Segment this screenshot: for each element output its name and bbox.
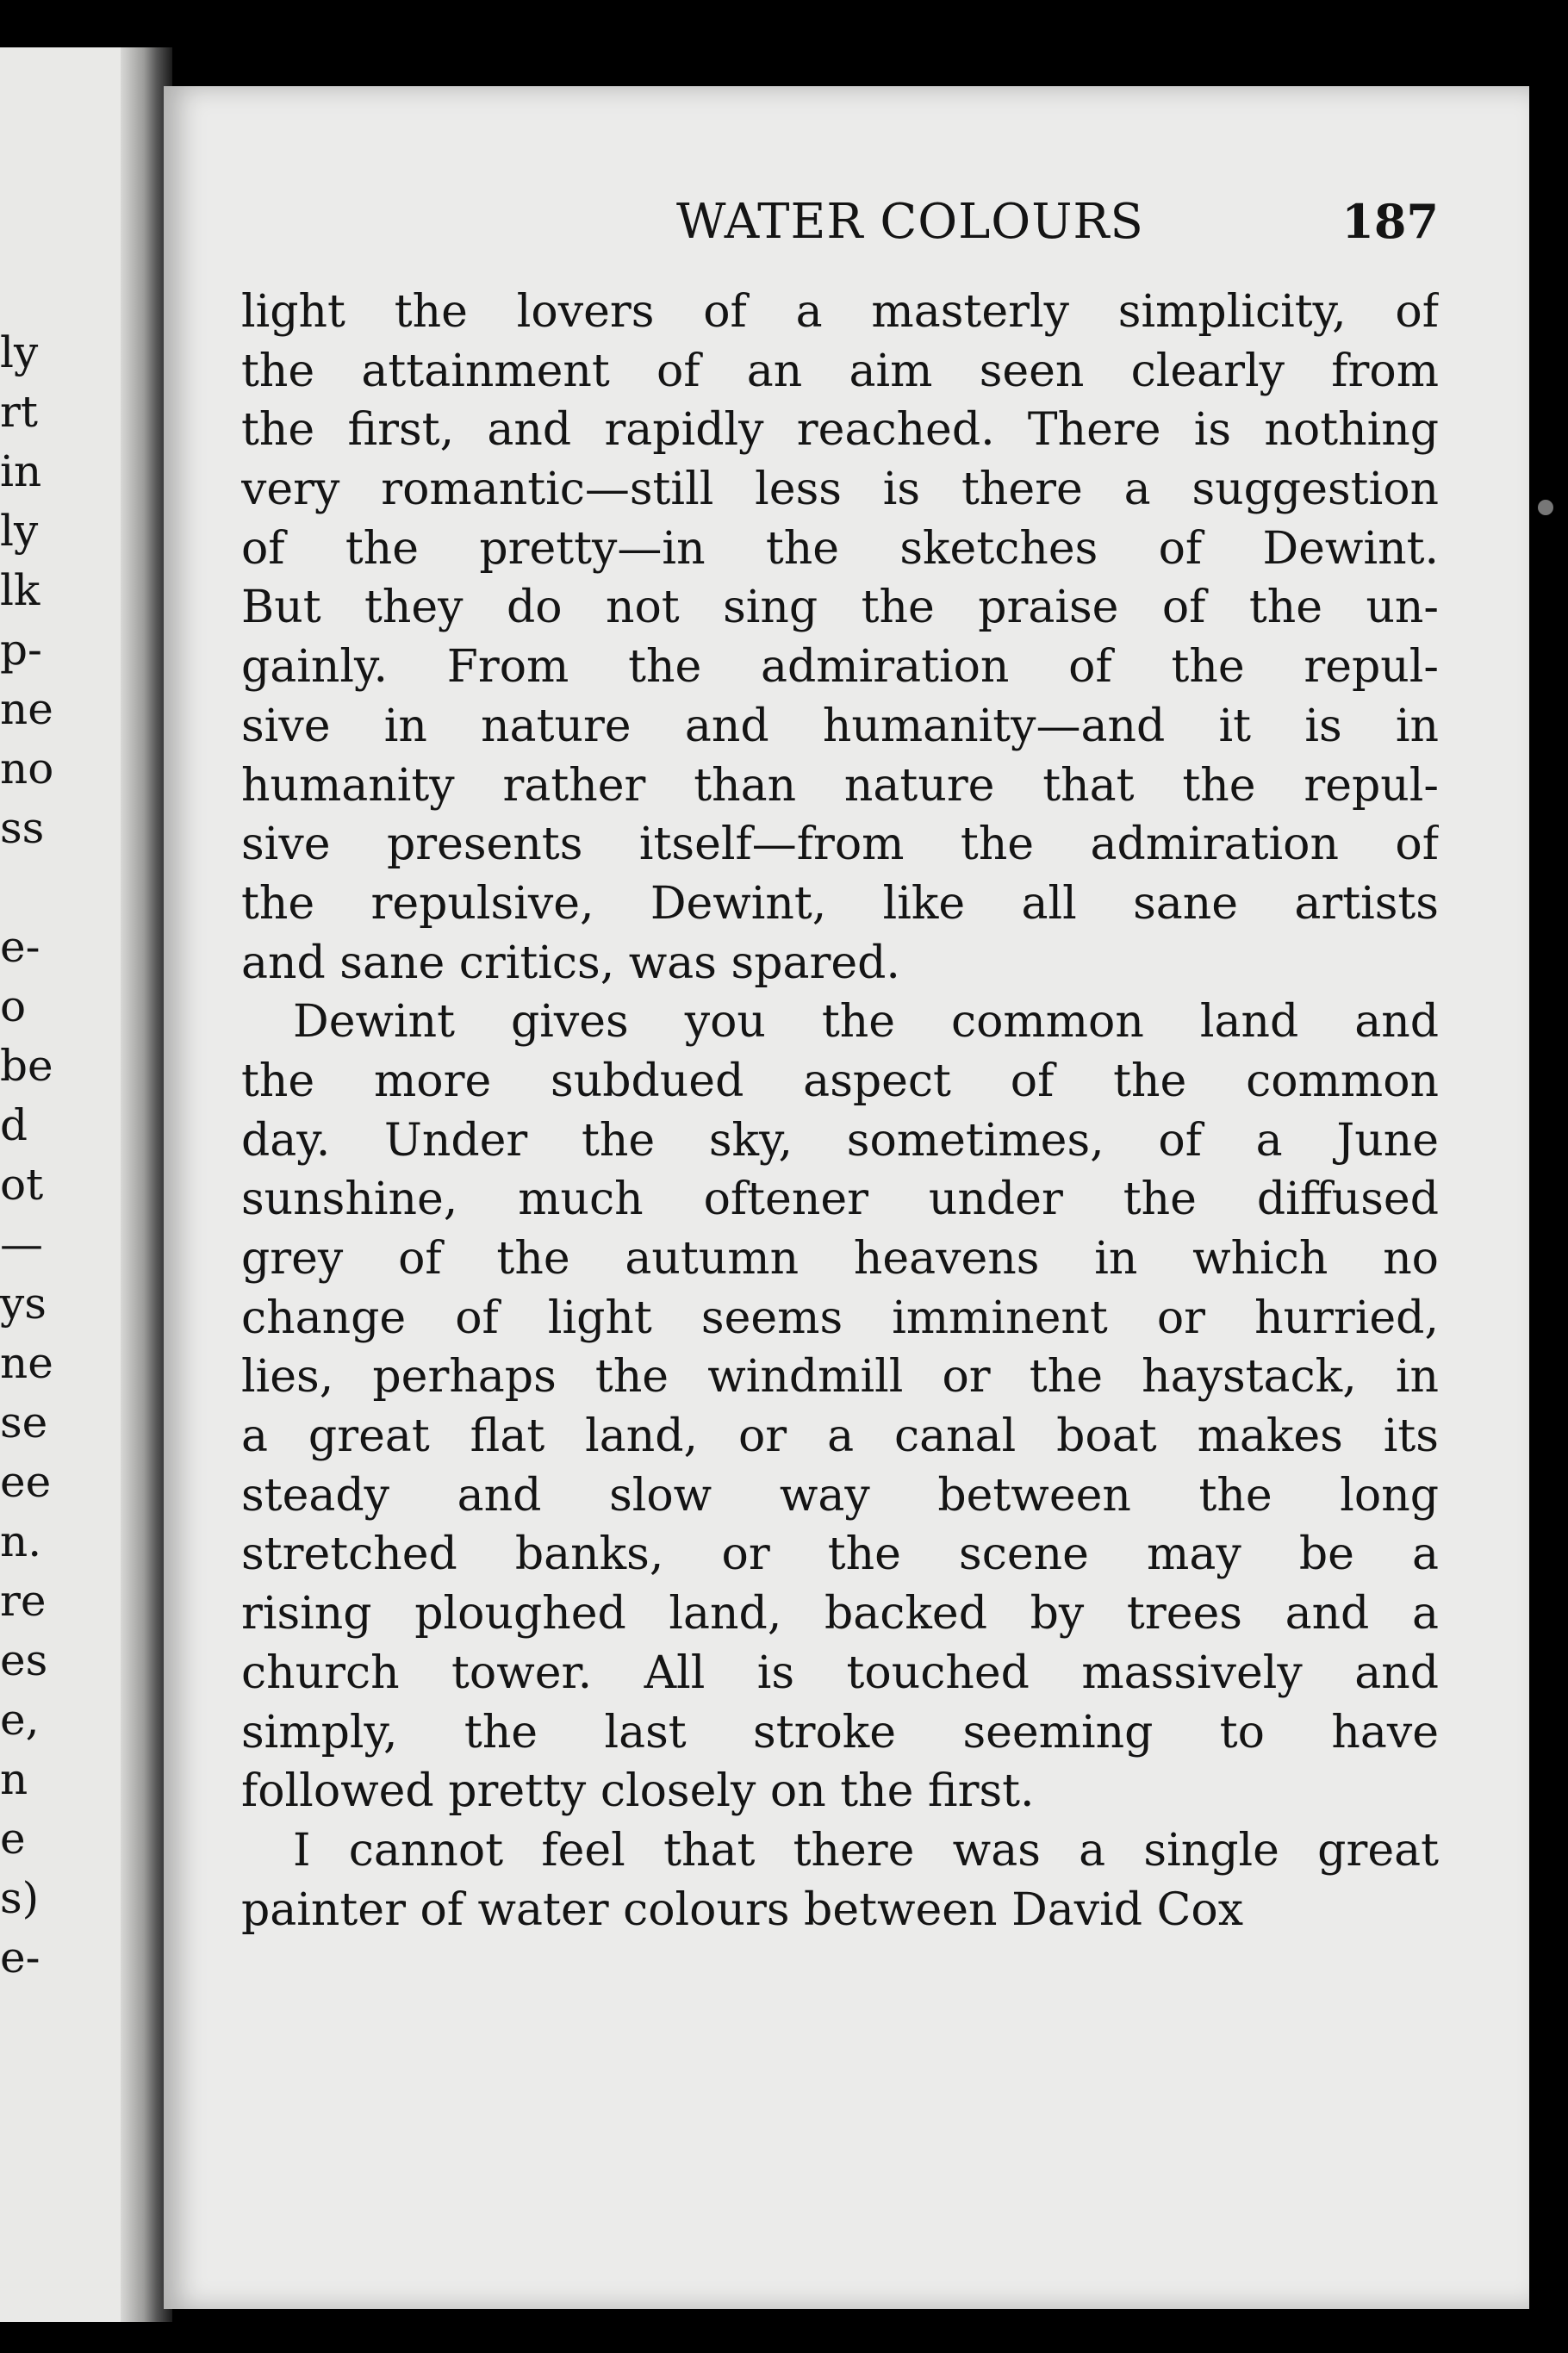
facing-page-fragment: no [0, 744, 54, 794]
facing-page-fragment: d [0, 1100, 28, 1150]
facing-page-fragment: lk [0, 565, 40, 615]
facing-page-fragment: ly [0, 327, 39, 377]
facing-page-fragment: rt [0, 387, 38, 437]
page-edge [1529, 86, 1568, 2309]
text-line: the more subdued aspect of the common [241, 1055, 1439, 1107]
facing-page-fragment: n. [0, 1516, 42, 1566]
page-number: 187 [1341, 194, 1439, 249]
text-line: light the lovers of a masterly simplicity, of [241, 286, 1439, 338]
text-line: of the pretty—in the sketches of Dewint. [241, 522, 1439, 575]
text-line: sive presents itself—from the admiration of [241, 819, 1439, 871]
text-line: simply, the last stroke seeming to have [241, 1706, 1439, 1759]
paragraph [241, 993, 1439, 1821]
facing-page-fragment: o [0, 981, 27, 1031]
text-line: church tower. All is touched massively and [241, 1646, 1439, 1699]
facing-page-fragment: s) [0, 1873, 40, 1923]
text-line: Dewint gives you the common land and [293, 996, 1439, 1049]
facing-page-fragment: re [0, 1576, 47, 1626]
facing-page-fragment: ys [0, 1279, 47, 1329]
paragraph [241, 283, 1439, 993]
facing-page-fragment: ot [0, 1160, 44, 1210]
facing-page-fragment: — [0, 1219, 43, 1269]
text-line: gainly. From the admiration of the repul- [241, 641, 1439, 694]
text-line: change of light seems imminent or hurried, [241, 1292, 1439, 1344]
text-line: rising ploughed land, backed by trees and a [241, 1588, 1439, 1640]
facing-page-fragment: ne [0, 684, 53, 734]
facing-page-fragment: in [0, 446, 42, 496]
facing-page-fragment: n [0, 1754, 28, 1804]
page-header [241, 194, 1439, 263]
text-line: sive in nature and humanity—and it is in [241, 700, 1439, 752]
text-line: very romantic—still less is there a suggestion [241, 464, 1439, 516]
text-line: the first, and rapidly reached. There is nothing [241, 404, 1439, 457]
text-line: followed pretty closely on the first. [241, 1765, 1035, 1818]
facing-page-fragment: be [0, 1041, 53, 1091]
facing-page-fragment: p- [0, 625, 42, 675]
text-line: the attainment of an aim seen clearly from [241, 345, 1439, 397]
facing-page-line-endings [0, 323, 86, 1988]
text-line: lies, perhaps the windmill or the haystack, in [241, 1351, 1439, 1404]
text-line: painter of water colours between David Cox [241, 1883, 1244, 1936]
paragraph [241, 1821, 1439, 1939]
book-page [164, 86, 1529, 2309]
page-body-text [241, 283, 1439, 1939]
text-line: stretched banks, or the scene may be a [241, 1528, 1439, 1581]
facing-page-fragment: ss [0, 803, 45, 853]
text-line: and sane critics, was spared. [241, 937, 900, 989]
facing-page-fragment: ee [0, 1457, 52, 1507]
text-line: But they do not sing the praise of the un- [241, 582, 1439, 634]
text-line: grey of the autumn heavens in which no [241, 1233, 1439, 1285]
facing-page-fragment: e, [0, 1695, 40, 1745]
facing-page-fragment: e [0, 1814, 26, 1864]
text-line: a great flat land, or a canal boat makes its [241, 1410, 1439, 1463]
text-line: the repulsive, Dewint, like all sane artists [241, 877, 1439, 930]
text-line: sunshine, much oftener under the diffused [241, 1173, 1439, 1226]
scan-artifact [1538, 500, 1553, 515]
facing-page-fragment: ly [0, 506, 39, 556]
facing-page-fragment: e- [0, 922, 40, 972]
text-line: I cannot feel that there was a single great [293, 1824, 1439, 1877]
facing-page-fragment: e- [0, 1933, 40, 1983]
facing-page-fragment [0, 858, 86, 918]
text-line: steady and slow way between the long [241, 1469, 1439, 1522]
facing-page-fragment: se [0, 1397, 48, 1447]
facing-page-fragment: es [0, 1635, 48, 1685]
facing-page-fragment: ne [0, 1338, 53, 1388]
text-line: day. Under the sky, sometimes, of a June [241, 1114, 1439, 1167]
running-head: WATER COLOURS [676, 194, 1144, 250]
text-line: humanity rather than nature that the repul- [241, 759, 1439, 812]
